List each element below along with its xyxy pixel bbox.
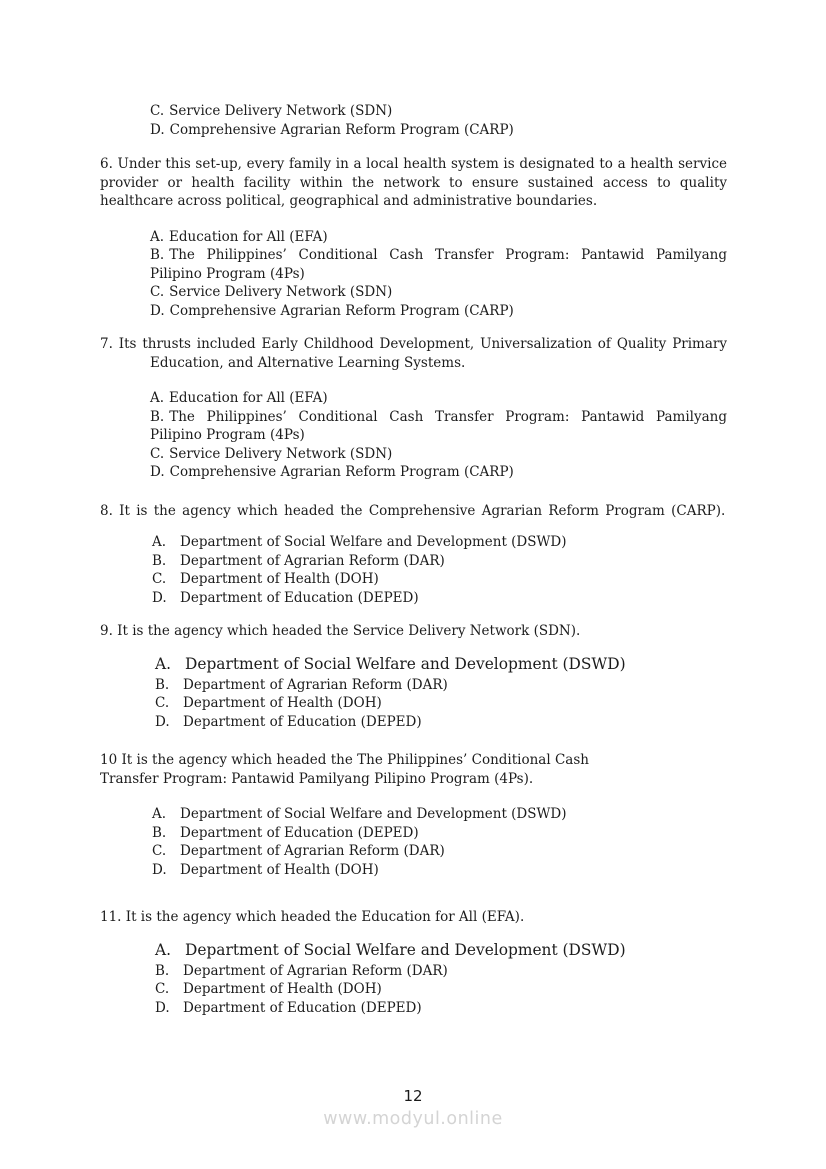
option-text: Comprehensive Agrarian Reform Program (CARP)	[169, 121, 514, 138]
option-letter: C.	[150, 284, 165, 300]
option-item	[155, 980, 727, 999]
option-letter: B.	[150, 408, 165, 425]
option-letter: D.	[150, 302, 165, 319]
question-text-11: 11. It is the agency which headed the Education for All (EFA).	[100, 909, 525, 925]
question-7-options	[100, 389, 727, 482]
question-8-options	[100, 533, 727, 607]
option-item	[150, 121, 727, 140]
option-letter: D.	[155, 713, 170, 730]
question-text-10: 10 It is the agency which headed the The Philippines’ Conditional Cash Transfer Program: Pantawid Pamilyang Pilipino Program (4Ps).	[100, 752, 589, 787]
question-text-9: 9. It is the agency which headed the Service Delivery Network (SDN).	[100, 623, 581, 639]
option-text: Department of Social Welfare and Development (DSWD)	[185, 940, 626, 959]
option-letter: A.	[150, 390, 165, 406]
option-text: Department of Social Welfare and Development (DSWD)	[180, 534, 567, 550]
question-9-options	[100, 653, 727, 732]
option-item	[150, 246, 727, 283]
option-item	[150, 283, 727, 302]
option-text: Department of Agrarian Reform (DAR)	[180, 843, 445, 859]
option-item	[155, 962, 727, 981]
option-item	[150, 408, 727, 445]
option-item	[155, 713, 727, 732]
question-6-options	[100, 228, 727, 321]
page-footer	[0, 1086, 826, 1129]
option-item	[152, 533, 727, 552]
option-item	[152, 805, 727, 824]
option-letter: D.	[152, 861, 167, 878]
option-letter: C.	[152, 843, 167, 859]
option-letter: C.	[150, 445, 165, 462]
option-item	[155, 999, 727, 1018]
option-text: Department of Social Welfare and Development (DSWD)	[180, 806, 567, 822]
option-item	[152, 861, 727, 880]
option-text: Department of Health (DOH)	[183, 981, 382, 997]
option-text: Department of Education (DEPED)	[183, 713, 422, 730]
option-letter: D.	[152, 589, 167, 606]
option-item	[155, 939, 727, 962]
option-letter: A.	[150, 228, 165, 245]
option-letter: D.	[150, 121, 165, 138]
option-letter: C.	[155, 695, 170, 711]
option-letter: B.	[155, 962, 170, 979]
option-item	[152, 570, 727, 589]
option-text: Service Delivery Network (SDN)	[169, 445, 393, 462]
option-item	[155, 653, 727, 676]
question-text-6: 6. Under this set-up, every family in a local health system is designated to a health service provider or health facility within the network to ensure sustained access to quality healthcare across political, geographical and administrative boundaries.	[100, 156, 727, 209]
option-item	[155, 694, 727, 713]
page-number: 12	[403, 1087, 423, 1105]
option-text: Service Delivery Network (SDN)	[169, 103, 393, 119]
option-item	[150, 389, 727, 408]
option-letter: A.	[155, 654, 172, 673]
option-text: Department of Social Welfare and Development (DSWD)	[185, 654, 626, 673]
option-letter: B.	[155, 676, 170, 693]
option-letter: A.	[152, 534, 167, 550]
question-text-7: 7. Its thrusts included Early Childhood Development, Universalization of Quality Primary Education, and Alternative Learning Systems.	[100, 336, 727, 371]
option-item	[150, 445, 727, 464]
option-text: Department of Agrarian Reform (DAR)	[183, 676, 448, 693]
option-item	[150, 302, 727, 321]
option-text: Comprehensive Agrarian Reform Program (CARP)	[169, 302, 514, 319]
option-item	[150, 102, 727, 121]
option-item	[155, 676, 727, 695]
option-item	[150, 463, 727, 482]
option-letter: D.	[150, 464, 165, 480]
option-item	[152, 824, 727, 843]
option-text: The Philippines’ Conditional Cash Transfer Program: Pantawid Pamilyang Pilipino Program (4Ps)	[150, 408, 727, 443]
option-text: Department of Health (DOH)	[183, 695, 382, 711]
option-text: Department of Agrarian Reform (DAR)	[180, 552, 445, 569]
option-item	[152, 552, 727, 571]
option-text: Education for All (EFA)	[169, 390, 328, 406]
option-text: Department of Education (DEPED)	[180, 824, 419, 841]
option-item	[152, 589, 727, 608]
option-text: Department of Agrarian Reform (DAR)	[183, 962, 448, 979]
option-letter: C.	[155, 981, 170, 997]
question-11-options	[100, 939, 727, 1018]
option-letter: B.	[152, 824, 167, 841]
option-letter: D.	[155, 999, 170, 1016]
option-letter: B.	[150, 247, 165, 263]
option-item	[152, 842, 727, 861]
option-text: Education for All (EFA)	[169, 228, 328, 245]
question-10-options	[100, 805, 727, 879]
option-letter: C.	[152, 571, 167, 587]
option-text: Comprehensive Agrarian Reform Program (CARP)	[169, 464, 514, 480]
question-text-8: 8. It is the agency which headed the Comprehensive Agrarian Reform Program (CARP).	[100, 502, 726, 519]
option-letter: A.	[152, 806, 167, 822]
watermark-text: www.modyul.online	[323, 1109, 503, 1129]
option-item	[150, 228, 727, 247]
option-text: Department of Health (DOH)	[180, 571, 379, 587]
option-text: Department of Education (DEPED)	[183, 999, 422, 1016]
option-text: Department of Education (DEPED)	[180, 589, 419, 606]
option-letter: B.	[152, 552, 167, 569]
option-text: Service Delivery Network (SDN)	[169, 284, 393, 300]
option-text: The Philippines’ Conditional Cash Transfer Program: Pantawid Pamilyang Pilipino Program (4Ps)	[150, 247, 727, 282]
leading-option-list	[100, 102, 727, 139]
option-text: Department of Health (DOH)	[180, 861, 379, 878]
option-letter: C.	[150, 103, 165, 119]
option-letter: A.	[155, 940, 172, 959]
